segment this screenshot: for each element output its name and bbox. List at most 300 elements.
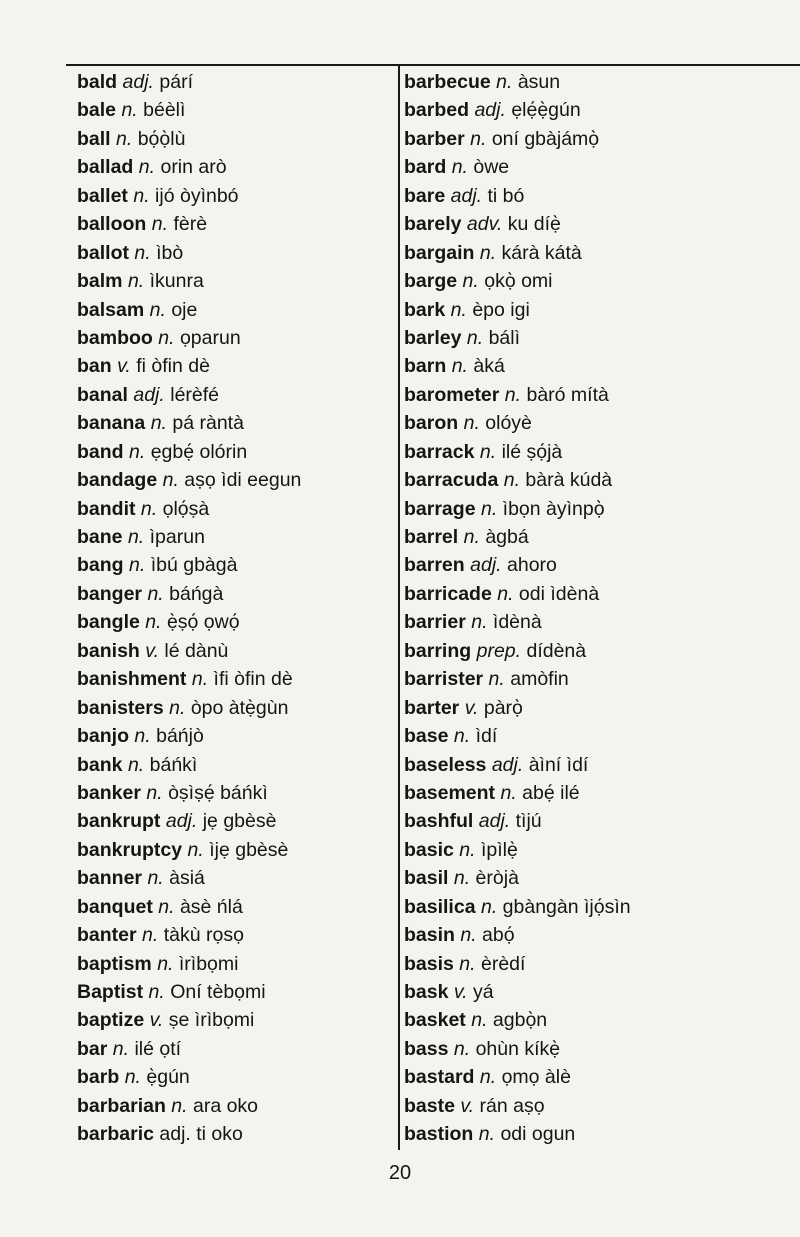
entry-headword: ballot — [77, 241, 129, 264]
entry-gloss: bàró mítà — [526, 383, 609, 406]
entry-part-of-speech: n. — [500, 781, 517, 804]
entry-gloss: ọmọ àlè — [501, 1066, 571, 1089]
entry-part-of-speech: n. — [497, 582, 514, 605]
entry-part-of-speech: n. — [138, 156, 156, 179]
dictionary-entry — [77, 1006, 399, 1034]
entry-part-of-speech: n. — [147, 582, 164, 605]
entry-part-of-speech: n. — [471, 1009, 488, 1032]
dictionary-entry — [404, 807, 784, 835]
entry-headword: band — [77, 440, 124, 463]
entry-gloss: ijó òyìnbó — [155, 184, 239, 207]
entry-headword: bale — [77, 99, 117, 122]
entry-gloss: abọ́ — [482, 924, 515, 947]
entry-gloss: béèlì — [143, 99, 186, 122]
entry-part-of-speech: v. — [117, 355, 131, 378]
entry-part-of-speech: n. — [129, 440, 146, 463]
entry-gloss: kárà kátà — [501, 241, 582, 264]
entry-part-of-speech: adj. — [470, 554, 502, 577]
entry-gloss: àsiá — [169, 867, 205, 890]
entry-headword: bastard — [404, 1066, 475, 1089]
entry-headword: basket — [404, 1009, 466, 1032]
entry-part-of-speech: adj. — [491, 753, 524, 776]
dictionary-entry — [77, 665, 399, 693]
entry-headword: barricade — [404, 582, 492, 605]
entry-part-of-speech: n. — [451, 355, 468, 378]
entry-gloss: gbàngàn ìjọ́sìn — [502, 895, 631, 918]
entry-headword: ball — [77, 127, 111, 150]
entry-gloss: òṣìṣẹ́ báńkì — [168, 781, 268, 804]
dictionary-entry — [77, 1063, 399, 1091]
dictionary-entry — [77, 68, 399, 96]
entry-headword: banter — [77, 924, 137, 947]
dictionary-entry — [77, 893, 399, 921]
entry-headword: baron — [404, 412, 459, 435]
entry-gloss: àsun — [517, 71, 561, 93]
entry-gloss: ìbọn àyìnpọ̀ — [502, 497, 605, 520]
dictionary-entry — [77, 608, 399, 636]
entry-part-of-speech: n. — [129, 554, 146, 577]
entry-part-of-speech: n. — [146, 781, 163, 804]
entry-gloss: báńjò — [156, 725, 204, 748]
entry-gloss: báńkì — [149, 753, 198, 776]
entry-part-of-speech: n. — [151, 213, 169, 236]
entry-headword: barrier — [404, 611, 466, 634]
entry-headword: bargain — [404, 241, 475, 264]
entry-part-of-speech: n. — [459, 838, 476, 861]
entry-gloss: ìparun — [149, 526, 205, 548]
dictionary-entry — [77, 239, 399, 267]
entry-part-of-speech: n. — [162, 469, 179, 492]
entry-headword: barren — [404, 554, 465, 577]
entry-gloss: oje — [171, 298, 198, 321]
dictionary-entry — [404, 751, 784, 779]
entry-gloss: ṣe ìrìbọmi — [168, 1009, 255, 1032]
entry-headword: bashful — [404, 810, 474, 833]
entry-gloss: oní gbàjámọ̀ — [491, 127, 600, 150]
entry-part-of-speech: n. — [462, 270, 479, 293]
entry-gloss: lé dànù — [164, 639, 229, 662]
entry-headword: bandit — [77, 497, 136, 520]
entry-gloss: ahoro — [507, 554, 557, 577]
entry-part-of-speech: prep. — [476, 639, 522, 662]
entry-gloss: amòfin — [510, 668, 569, 691]
entry-headword: barrel — [404, 526, 459, 548]
entry-part-of-speech: n. — [466, 326, 484, 349]
entry-headword: bane — [77, 526, 123, 548]
entry-part-of-speech: v. — [149, 1009, 164, 1032]
entry-headword: barn — [404, 355, 447, 378]
dictionary-entry — [404, 267, 784, 295]
entry-part-of-speech: n. — [171, 1094, 188, 1117]
entry-gloss: abẹ́ ilé — [522, 781, 580, 804]
entry-gloss: rán aṣọ — [479, 1094, 545, 1117]
entry-part-of-speech: n. — [121, 99, 138, 122]
entry-gloss: pá ràntà — [172, 412, 244, 435]
entry-part-of-speech: n. — [504, 383, 522, 406]
entry-headword: bang — [77, 554, 124, 577]
entry-part-of-speech: n. — [133, 184, 150, 207]
dictionary-entry — [404, 438, 784, 466]
entry-headword: banger — [77, 582, 143, 605]
dictionary-entry — [404, 722, 784, 750]
entry-gloss: ọkọ̀ omi — [484, 270, 553, 293]
dictionary-entry — [404, 239, 784, 267]
entry-part-of-speech: n. — [157, 952, 174, 975]
entry-headword: barbed — [404, 99, 470, 122]
entry-part-of-speech: n. — [145, 611, 162, 634]
entry-part-of-speech: n. — [479, 440, 497, 463]
entry-part-of-speech: n. — [479, 1066, 497, 1089]
entry-gloss: àgbá — [485, 526, 529, 548]
entry-gloss: ti oko — [196, 1123, 243, 1146]
entry-headword: barb — [77, 1066, 120, 1089]
entry-part-of-speech: adj. — [122, 71, 154, 93]
entry-part-of-speech: n. — [480, 895, 498, 918]
top-rule — [66, 64, 800, 66]
entry-gloss: ìbò — [156, 241, 184, 264]
entry-gloss: ìdí — [475, 725, 498, 748]
dictionary-entry — [404, 153, 784, 181]
entry-headword: bass — [404, 1037, 449, 1060]
entry-gloss: ẹ̀gún — [146, 1066, 190, 1089]
dictionary-entry — [404, 1006, 784, 1034]
dictionary-entry — [77, 96, 399, 124]
entry-headword: barley — [404, 326, 462, 349]
entry-part-of-speech: adv. — [466, 213, 503, 236]
entry-part-of-speech: n. — [127, 753, 145, 776]
entry-part-of-speech: n. — [127, 526, 145, 548]
entry-gloss: báńgà — [169, 582, 224, 605]
dictionary-entry — [404, 665, 784, 693]
dictionary-entry — [404, 523, 784, 551]
entry-gloss: ìkunra — [149, 270, 204, 293]
entry-headword: base — [404, 725, 449, 748]
entry-headword: banjo — [77, 725, 129, 748]
entry-gloss: ìpìlẹ̀ — [480, 838, 518, 861]
dictionary-entry — [77, 1092, 399, 1120]
dictionary-entry — [77, 779, 399, 807]
dictionary-entry — [404, 409, 784, 437]
entry-headword: bandage — [77, 469, 158, 492]
dictionary-entry — [404, 1063, 784, 1091]
entry-part-of-speech: n. — [471, 611, 488, 634]
entry-headword: basement — [404, 781, 496, 804]
entry-part-of-speech: n. — [191, 668, 209, 691]
entry-part-of-speech: n. — [479, 241, 497, 264]
entry-part-of-speech: n. — [140, 497, 158, 520]
entry-gloss: èrèdí — [480, 952, 526, 975]
entry-gloss: ilé ọtí — [134, 1037, 182, 1060]
entry-gloss: odi ogun — [500, 1123, 576, 1146]
entry-gloss: ilé ṣọ́jà — [501, 440, 563, 463]
entry-headword: bank — [77, 753, 123, 776]
dictionary-entry — [77, 125, 399, 153]
entry-headword: barely — [404, 213, 462, 236]
right-column — [404, 68, 784, 1149]
entry-gloss: Oní tèbọmi — [170, 981, 266, 1003]
entry-headword: barrack — [404, 440, 475, 463]
dictionary-entry — [77, 580, 399, 608]
entry-headword: banker — [77, 781, 141, 804]
entry-part-of-speech: adj. — [474, 99, 506, 122]
dictionary-entry — [404, 779, 784, 807]
entry-part-of-speech: n. — [112, 1037, 130, 1060]
dictionary-entry — [77, 807, 399, 835]
entry-part-of-speech: n. — [142, 924, 159, 947]
entry-gloss: fèrè — [173, 213, 208, 236]
dictionary-entry — [404, 495, 784, 523]
entry-headword: bare — [404, 184, 446, 207]
dictionary-entry — [404, 608, 784, 636]
entry-part-of-speech: n. — [158, 895, 175, 918]
dictionary-entry — [404, 381, 784, 409]
entry-headword: ballet — [77, 184, 128, 207]
entry-gloss: dídènà — [526, 639, 587, 662]
entry-headword: ban — [77, 355, 112, 378]
entry-gloss: aṣọ ìdi eegun — [184, 469, 302, 492]
entry-headword: basin — [404, 924, 455, 947]
entry-headword: baptism — [77, 952, 152, 975]
dictionary-entry — [404, 694, 784, 722]
entry-part-of-speech: n. — [451, 156, 468, 179]
dictionary-entry — [404, 978, 784, 1006]
entry-part-of-speech: n. — [470, 127, 487, 150]
entry-part-of-speech: adj. — [450, 184, 483, 207]
entry-headword: baste — [404, 1094, 455, 1117]
entry-gloss: ìdènà — [492, 611, 542, 634]
entry-headword: banal — [77, 383, 128, 406]
dictionary-entry — [77, 864, 399, 892]
entry-part-of-speech: n. — [478, 1123, 496, 1146]
entry-gloss: jẹ gbèsè — [202, 810, 277, 833]
entry-part-of-speech: n. — [127, 270, 145, 293]
entry-headword: bamboo — [77, 326, 153, 349]
entry-headword: bastion — [404, 1123, 474, 1146]
entry-part-of-speech: v. — [460, 1094, 475, 1117]
entry-gloss: ẹgbẹ́ olórin — [150, 440, 248, 463]
entry-headword: barter — [404, 696, 460, 719]
entry-headword: barbaric — [77, 1123, 154, 1146]
entry-gloss: ìrìbọmi — [178, 952, 239, 975]
dictionary-entry — [77, 978, 399, 1006]
entry-gloss: olóyè — [485, 412, 532, 435]
entry-headword: basis — [404, 952, 454, 975]
dictionary-entry — [77, 722, 399, 750]
entry-part-of-speech: n. — [187, 838, 204, 861]
entry-headword: bankrupt — [77, 810, 161, 833]
entry-part-of-speech: n. — [450, 298, 467, 321]
dictionary-entry — [404, 950, 784, 978]
dictionary-entry — [77, 324, 399, 352]
entry-part-of-speech: n. — [488, 668, 505, 691]
entry-gloss: ìbú gbàgà — [150, 554, 238, 577]
left-column — [77, 68, 399, 1149]
dictionary-entry — [404, 68, 784, 96]
entry-headword: bangle — [77, 611, 140, 634]
entry-part-of-speech: n. — [463, 412, 480, 435]
dictionary-entry — [77, 1120, 399, 1148]
entry-gloss: yá — [473, 981, 494, 1003]
entry-headword: bankruptcy — [77, 838, 183, 861]
dictionary-entry — [77, 296, 399, 324]
entry-part-of-speech: n. — [503, 469, 520, 492]
entry-part-of-speech: n. — [480, 497, 498, 520]
dictionary-entry — [77, 950, 399, 978]
entry-gloss: bọ́ọ̀lù — [137, 127, 186, 150]
entry-gloss: òpo àtẹ̀gùn — [190, 696, 289, 719]
entry-gloss: ọparun — [179, 326, 241, 349]
dictionary-entry — [77, 694, 399, 722]
dictionary-entry — [404, 296, 784, 324]
dictionary-entry — [404, 210, 784, 238]
entry-part-of-speech: n. — [496, 71, 513, 93]
entry-part-of-speech: n. — [148, 981, 165, 1003]
entry-part-of-speech: n. — [463, 526, 480, 548]
entry-headword: bard — [404, 156, 447, 179]
page-number: 20 — [388, 1162, 412, 1184]
entry-gloss: pàrọ̀ — [483, 696, 523, 719]
entry-part-of-speech: n. — [158, 326, 175, 349]
entry-part-of-speech: v. — [464, 696, 479, 719]
entry-gloss: èròjà — [475, 867, 519, 890]
dictionary-entry — [404, 352, 784, 380]
entry-headword: barometer — [404, 383, 500, 406]
entry-headword: barbecue — [404, 71, 491, 93]
entry-headword: basic — [404, 838, 454, 861]
dictionary-entry — [404, 182, 784, 210]
dictionary-entry — [404, 1120, 784, 1148]
dictionary-entry — [77, 523, 399, 551]
entry-headword: bask — [404, 981, 449, 1003]
entry-headword: balsam — [77, 298, 145, 321]
entry-headword: basil — [404, 867, 449, 890]
entry-part-of-speech: n. — [460, 924, 477, 947]
entry-headword: banner — [77, 867, 143, 890]
entry-headword: banquet — [77, 895, 153, 918]
entry-headword: bark — [404, 298, 446, 321]
dictionary-entry — [77, 210, 399, 238]
entry-part-of-speech: adj. — [159, 1123, 191, 1146]
entry-gloss: orin arò — [160, 156, 227, 179]
dictionary-entry — [77, 409, 399, 437]
entry-headword: basilica — [404, 895, 476, 918]
entry-part-of-speech: adj. — [133, 383, 165, 406]
entry-headword: banisters — [77, 696, 164, 719]
entry-headword: bald — [77, 71, 118, 93]
entry-headword: barring — [404, 639, 472, 662]
entry-part-of-speech: n. — [134, 725, 151, 748]
dictionary-entry — [77, 1035, 399, 1063]
entry-gloss: odi ìdènà — [518, 582, 600, 605]
entry-gloss: ohùn kíkẹ̀ — [475, 1037, 561, 1060]
dictionary-entry — [77, 466, 399, 494]
dictionary-entry — [77, 836, 399, 864]
entry-headword: barbarian — [77, 1094, 166, 1117]
dictionary-entry — [404, 324, 784, 352]
entry-gloss: fi òfin dè — [136, 355, 210, 378]
dictionary-entry — [404, 864, 784, 892]
dictionary-entry — [77, 495, 399, 523]
dictionary-entry — [404, 1035, 784, 1063]
dictionary-entry — [404, 1092, 784, 1120]
entry-part-of-speech: n. — [149, 298, 166, 321]
entry-gloss: òwe — [473, 156, 510, 179]
entry-headword: banana — [77, 412, 146, 435]
entry-gloss: ti bó — [487, 184, 525, 207]
entry-headword: barrister — [404, 668, 484, 691]
entry-part-of-speech: n. — [169, 696, 186, 719]
entry-part-of-speech: adj. — [478, 810, 511, 833]
entry-part-of-speech: n. — [116, 127, 133, 150]
dictionary-entry — [404, 893, 784, 921]
entry-headword: bar — [77, 1037, 108, 1060]
entry-part-of-speech: n. — [459, 952, 476, 975]
entry-gloss: agbọ̀n — [492, 1009, 548, 1032]
entry-part-of-speech: adj. — [165, 810, 198, 833]
dictionary-entry — [404, 836, 784, 864]
entry-gloss: àìní ìdí — [528, 753, 589, 776]
entry-headword: baptize — [77, 1009, 145, 1032]
entry-part-of-speech: n. — [453, 725, 471, 748]
dictionary-entry — [77, 352, 399, 380]
entry-headword: Baptist — [77, 981, 144, 1003]
dictionary-entry — [77, 438, 399, 466]
dictionary-entry — [77, 551, 399, 579]
dictionary-entry — [404, 921, 784, 949]
dictionary-entry — [404, 580, 784, 608]
entry-gloss: ẹlẹ́ẹ̀gún — [511, 99, 581, 122]
entry-headword: banishment — [77, 668, 187, 691]
entry-gloss: bálì — [488, 326, 521, 349]
dictionary-entry — [404, 125, 784, 153]
entry-headword: barber — [404, 127, 465, 150]
dictionary-entry — [404, 96, 784, 124]
entry-gloss: ìfi òfin dè — [213, 668, 293, 691]
entry-headword: barge — [404, 270, 458, 293]
entry-part-of-speech: n. — [150, 412, 167, 435]
entry-gloss: ara oko — [192, 1094, 259, 1117]
entry-gloss: àká — [473, 355, 505, 378]
dictionary-entry — [77, 381, 399, 409]
entry-gloss: ìjẹ gbèsè — [209, 838, 289, 861]
dictionary-entry — [404, 466, 784, 494]
entry-headword: balloon — [77, 213, 147, 236]
entry-gloss: tìjú — [515, 810, 542, 833]
entry-headword: balm — [77, 270, 123, 293]
entry-gloss: bàrà kúdà — [525, 469, 613, 492]
entry-gloss: àsè ńlá — [179, 895, 243, 918]
dictionary-entry — [77, 751, 399, 779]
entry-part-of-speech: v. — [145, 639, 159, 662]
dictionary-entry — [404, 551, 784, 579]
entry-gloss: ku díẹ̀ — [507, 213, 561, 236]
entry-headword: barracuda — [404, 469, 499, 492]
entry-headword: barrage — [404, 497, 476, 520]
dictionary-entry — [77, 921, 399, 949]
entry-part-of-speech: n. — [147, 867, 164, 890]
entry-part-of-speech: v. — [453, 981, 468, 1003]
entry-gloss: ọlọ́ṣà — [162, 497, 210, 520]
dictionary-entry — [77, 153, 399, 181]
entry-headword: ballad — [77, 156, 134, 179]
entry-headword: banish — [77, 639, 140, 662]
dictionary-entry — [77, 182, 399, 210]
entry-gloss: párí — [159, 71, 193, 93]
dictionary-entry — [404, 637, 784, 665]
entry-gloss: lérèfé — [170, 383, 220, 406]
entry-part-of-speech: n. — [453, 1037, 471, 1060]
dictionary-entry — [77, 267, 399, 295]
